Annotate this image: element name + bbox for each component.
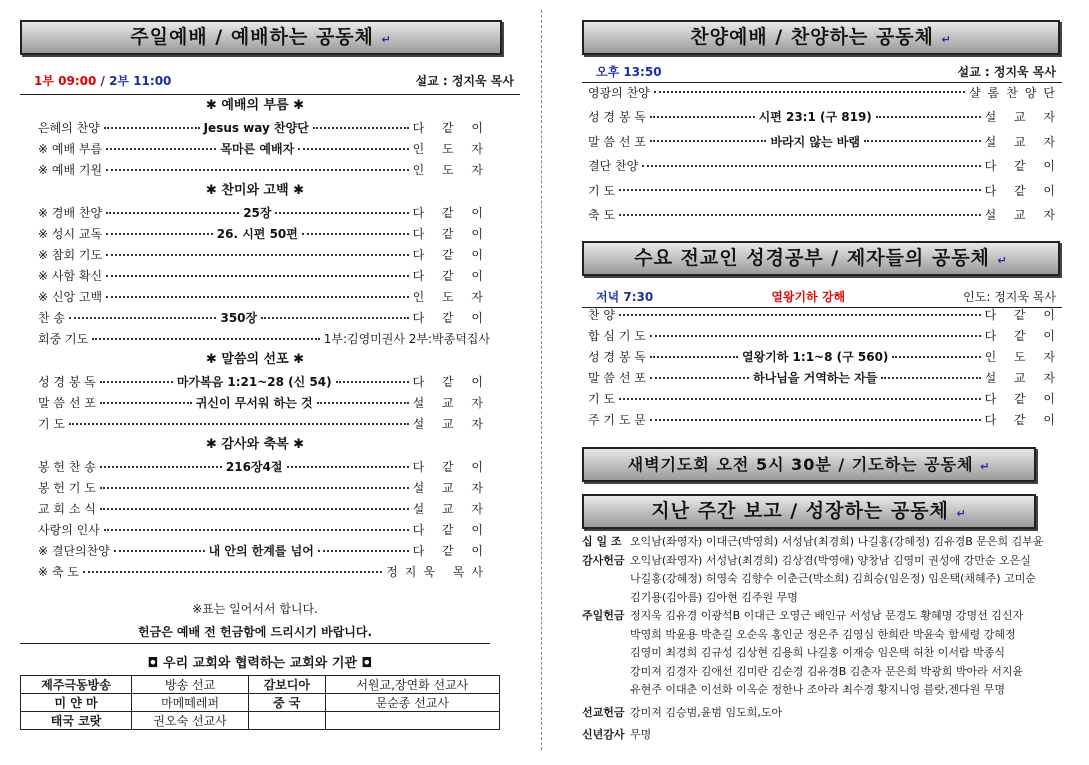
- service-item-label: 찬 송: [38, 311, 65, 325]
- leader-dots: [69, 423, 409, 425]
- service-item-row: [20, 202, 490, 223]
- wednesday-study-header: 수요 전교인 성경공부 / 제자들의 공동체 ↵: [582, 241, 1060, 276]
- partners-cell: 마메떼레퍼: [132, 694, 249, 712]
- service-item-leader: 설 교 자: [984, 371, 1062, 385]
- leader-dots: [336, 381, 409, 383]
- service-item-row: [20, 328, 490, 349]
- service-item-row: [20, 540, 490, 561]
- partners-cell: 감보디아: [249, 676, 326, 694]
- leader-dots: [100, 402, 192, 404]
- service-item-row: [20, 138, 490, 159]
- praise-time: 오후 13:50: [596, 65, 662, 79]
- leader-dots: [106, 233, 213, 235]
- service-item-row: [582, 80, 1062, 105]
- service-item-leader: 설 교 자: [412, 481, 490, 495]
- report-row: [582, 589, 1082, 608]
- report-names: 오익남(좌영자) 이대근(박영희) 서성남(최경희) 나길홍(강혜정) 김유경B 문은희 김부윤: [630, 535, 1044, 548]
- service-item-row: [582, 178, 1062, 203]
- service-item-row: [20, 413, 490, 434]
- leader-dots: [619, 314, 981, 316]
- service-item-row: [20, 307, 490, 328]
- service-item-row: [582, 304, 1062, 325]
- service-item-row: [582, 203, 1062, 228]
- partners-cell: 문순종 선교사: [325, 694, 499, 712]
- partners-cell: 미 얀 마: [21, 694, 132, 712]
- service-item-detail: 내 안의 한계를 넘어: [208, 544, 314, 558]
- report-row: [582, 681, 1082, 700]
- service-item-leader: 설 교 자: [412, 502, 490, 516]
- leader-dots: [318, 550, 409, 552]
- service-item-row: [582, 367, 1062, 388]
- leader-dots: [864, 140, 981, 142]
- leader-dots: [261, 317, 408, 319]
- service-item-leader: 다 같 이: [412, 544, 490, 558]
- service-item-detail: 마가복음 1:21~28 (신 54): [176, 375, 332, 389]
- report-names: 무명: [630, 728, 652, 741]
- partners-cell: 태국 코랏: [21, 712, 132, 730]
- leader-dots: [876, 116, 981, 118]
- leader-dots: [650, 140, 767, 142]
- service-item-leader: 다 같 이: [984, 329, 1062, 343]
- service-item-row: [20, 498, 490, 519]
- service-item-leader: 다 같 이: [412, 375, 491, 389]
- leader-dots: [106, 275, 409, 277]
- service-item-label: 봉 헌 찬 송: [38, 460, 96, 474]
- service-item-label: ※ 사함 확신: [38, 269, 103, 283]
- service-item-leader: 설 교 자: [984, 110, 1062, 125]
- service-item-leader: 인 도 자: [412, 290, 490, 304]
- report-category: [582, 681, 630, 700]
- service-item-detail: 26. 시편 50편: [216, 227, 298, 241]
- report-category: 선교헌금: [582, 705, 625, 719]
- leader-dots: [100, 381, 173, 383]
- service-item-row: [582, 409, 1062, 430]
- service-item-leader: 다 같 이: [984, 183, 1062, 198]
- service-item-leader: 다 같 이: [984, 159, 1062, 174]
- report-category: 감사헌금: [582, 553, 625, 567]
- second-service-time: 2부 11:00: [109, 74, 172, 88]
- service-item-label: 합 심 기 도: [588, 329, 646, 343]
- service-item-label: 말 씀 선 포: [38, 396, 96, 410]
- service-item-detail: Jesus way 찬양단: [203, 121, 309, 135]
- service-item-leader: 설 교 자: [412, 396, 490, 410]
- service-item-leader: 다 같 이: [412, 269, 490, 283]
- service-times-row: 1부 09:00 / 2부 11:00 설교 : 정지욱 목사: [34, 74, 514, 88]
- service-item-row: [20, 159, 490, 180]
- service-item-label: 봉 헌 기 도: [38, 481, 96, 495]
- offering-note: 헌금은 예배 전 헌금함에 드리시기 바랍니다.: [20, 623, 490, 644]
- report-names: 정지욱 김유경 이광석B 이대근 오영근 배인규 서성남 문경도 황혜명 강명선 김신자: [630, 609, 1024, 622]
- leader-dots: [106, 169, 409, 171]
- service-item-row: [20, 371, 490, 392]
- report-row: [582, 626, 1082, 645]
- leader-dots: [317, 402, 409, 404]
- service-item-row: [20, 561, 490, 582]
- leader-dots: [114, 550, 205, 552]
- leader-dots: [619, 189, 981, 191]
- leader-dots: [619, 214, 981, 216]
- service-item-detail: 350장: [220, 311, 258, 325]
- partners-cell: 서원교,장연화 선교사: [325, 676, 499, 694]
- service-item-leader: 샬롬찬양단: [969, 85, 1062, 100]
- leader-dots: [106, 212, 239, 214]
- partners-table: [20, 675, 500, 730]
- section-title: ✱ 예배의 부름 ✱: [205, 98, 305, 113]
- service-item-label: ※ 경배 찬양: [38, 206, 103, 220]
- service-item-label: ※ 결단의찬양: [38, 544, 110, 558]
- report-row: [582, 726, 1082, 745]
- report-names: 강미져 김승범,윤범 임도희,도아: [630, 705, 783, 719]
- weekly-report: [582, 533, 1082, 745]
- service-item-row: [20, 286, 490, 307]
- page-divider: [541, 10, 542, 750]
- report-names: 나길홍(강혜정) 허영숙 김향수 이춘근(박소희) 김희승(임은정) 임은택(채혜주) 고미순: [630, 572, 1036, 585]
- service-item-label: ※ 축 도: [38, 565, 79, 579]
- leader-dots: [892, 356, 980, 358]
- report-category: 주일헌금: [582, 609, 625, 622]
- report-row: [582, 644, 1082, 663]
- service-item-label: ※ 예배 부름: [38, 142, 103, 156]
- service-item-detail: 목마른 예배자: [220, 142, 295, 156]
- praise-service-header: 찬양예배 / 찬양하는 공동체 ↵: [582, 20, 1060, 55]
- service-item-row: [582, 388, 1062, 409]
- service-item-label: 축 도: [588, 208, 615, 223]
- leader-dots: [650, 335, 981, 337]
- partners-row: [21, 676, 500, 694]
- service-item-label: 성 경 봉 독: [588, 110, 646, 125]
- report-names: 유현주 이대춘 이선화 이옥순 정한나 조아라 최수경 황지니엉 블랏,젠다원 무명: [630, 683, 1005, 696]
- service-item-label: 회중 기도: [38, 332, 89, 346]
- leader-dots: [69, 317, 216, 319]
- partners-cell: 방송 선교: [132, 676, 249, 694]
- service-item-label: ※ 성시 교독: [38, 227, 103, 241]
- report-names: 김영미 최경희 김규성 김상현 김용희 나길홍 이재승 임은택 허찬 이서람 박종식: [630, 646, 1005, 659]
- service-item-detail: 하나님을 거역하는 자들: [753, 371, 878, 385]
- partners-cell: [325, 712, 499, 730]
- leader-dots: [654, 91, 965, 93]
- service-item-leader: 1부:김영미권사 2부:박종덕집사: [323, 332, 490, 346]
- partners-row: [21, 694, 500, 712]
- report-row: [582, 704, 1082, 723]
- service-item-label: 결단 찬양: [588, 159, 639, 174]
- partners-row: [21, 712, 500, 730]
- service-item-row: [582, 105, 1062, 130]
- service-item-label: 찬 양: [588, 308, 615, 322]
- service-item-row: [20, 265, 490, 286]
- report-names: 박영희 박윤용 박춘길 오순옥 홍인군 정은주 김영심 한희란 박윤숙 함세령 강혜정: [630, 627, 1016, 641]
- service-item-label: 기 도: [38, 417, 65, 431]
- service-item-detail: 바라지 않는 바램: [770, 134, 860, 149]
- service-item-label: 사랑의 인사: [38, 523, 100, 537]
- leader-dots: [106, 296, 409, 298]
- report-category: 십 일 조: [582, 535, 622, 548]
- service-item-leader: 설 교 자: [984, 134, 1063, 149]
- partners-title: ◘ 우리 교회와 협력하는 교회와 기관 ◘: [147, 656, 373, 671]
- leader-dots: [302, 233, 409, 235]
- service-item-label: 말 씀 선 포: [588, 371, 646, 385]
- leader-dots: [100, 508, 409, 510]
- leader-dots: [619, 398, 981, 400]
- service-item-row: [20, 223, 490, 244]
- dawn-prayer-header: 새벽기도회 오전 5시 30분 / 기도하는 공동체 ↵: [582, 447, 1036, 482]
- partners-cell: 중 국: [249, 694, 326, 712]
- service-item-label: 말 씀 선 포: [588, 134, 646, 149]
- report-row: [582, 663, 1082, 682]
- order-of-service: [20, 95, 490, 582]
- service-item-label: 성 경 봉 독: [38, 375, 96, 389]
- leader-dots: [650, 377, 749, 379]
- first-service-time: 1부 09:00: [34, 74, 97, 88]
- wednesday-topic: 열왕기하 강해: [771, 290, 846, 304]
- leader-dots: [104, 127, 200, 129]
- service-item-detail: 216장4절: [225, 460, 283, 474]
- wednesday-order: [582, 304, 1062, 430]
- leader-dots: [881, 377, 980, 379]
- service-item-leader: 다 같 이: [412, 460, 490, 474]
- service-item-leader: 인 도 자: [412, 142, 491, 156]
- report-row: [582, 552, 1082, 571]
- service-item-leader: 다 같 이: [984, 392, 1062, 406]
- sunday-service-header: 주일예배 / 예배하는 공동체 ↵: [20, 20, 502, 55]
- report-row: [582, 607, 1082, 626]
- report-names: 김기용(김아름) 김아현 김주원 무명: [630, 590, 798, 604]
- section-title: ✱ 감사와 축복 ✱: [205, 437, 305, 452]
- service-item-detail: 시편 23:1 (구 819): [758, 110, 872, 125]
- report-category: [582, 570, 630, 589]
- leader-dots: [92, 338, 320, 340]
- leader-dots: [104, 529, 409, 531]
- service-item-leader: 인 도 자: [984, 350, 1063, 364]
- service-item-row: [582, 129, 1062, 154]
- leader-dots: [642, 165, 980, 167]
- service-item-detail: 열왕기하 1:1~8 (구 560): [742, 350, 889, 364]
- leader-dots: [106, 148, 216, 150]
- service-item-leader: 다 같 이: [412, 248, 490, 262]
- service-item-leader: 다 같 이: [984, 413, 1062, 427]
- service-item-leader: 정지욱 목사: [386, 565, 490, 579]
- service-item-leader: 다 같 이: [412, 227, 490, 241]
- leader-dots: [275, 212, 408, 214]
- service-item-leader: 다 같 이: [412, 311, 490, 325]
- leader-dots: [100, 487, 409, 489]
- praise-order: [582, 80, 1062, 227]
- service-item-leader: 다 같 이: [984, 308, 1062, 322]
- service-item-row: [582, 154, 1062, 179]
- partners-cell: 권오숙 선교사: [132, 712, 249, 730]
- report-row: [582, 570, 1082, 589]
- report-names: 오익남(좌영자) 서성남(최경희) 김상겸(박영애) 양창남 김영미 권성애 강만순 오은실: [630, 553, 1031, 567]
- service-item-label: ※ 예배 기원: [38, 163, 103, 177]
- service-item-label: 교 회 소 식: [38, 502, 96, 516]
- leader-dots: [650, 419, 981, 421]
- leader-dots: [650, 116, 755, 118]
- service-item-label: 주 기 도 문: [588, 413, 646, 427]
- leader-dots: [298, 148, 408, 150]
- report-names: 강미져 김경자 김애선 김미란 김순경 김유경B 김춘자 문은희 박광희 박아라 서지윤: [630, 664, 1024, 678]
- service-item-leader: 다 같 이: [412, 206, 491, 220]
- service-item-detail: 25장: [243, 206, 272, 220]
- preacher-label: 설교 : 정지욱 목사: [415, 74, 514, 88]
- report-row: [582, 533, 1082, 552]
- service-item-row: [20, 392, 490, 413]
- service-item-row: [20, 456, 490, 477]
- leader-dots: [106, 254, 409, 256]
- service-item-label: ※ 참회 기도: [38, 248, 103, 262]
- service-item-leader: 인 도 자: [412, 163, 490, 177]
- section-title: ✱ 말씀의 선포 ✱: [205, 352, 305, 367]
- service-item-label: ※ 신앙 고백: [38, 290, 103, 304]
- leader-dots: [287, 466, 409, 468]
- partners-cell: 제주극동방송: [21, 676, 132, 694]
- service-item-detail: 귀신이 무서워 하는 것: [195, 396, 313, 410]
- weekly-report-header: 지난 주간 보고 / 성장하는 공동체 ↵: [582, 494, 1036, 529]
- standing-note: ※표는 일어서서 합니다.: [192, 602, 318, 616]
- section-title: ✱ 찬미와 고백 ✱: [205, 183, 305, 198]
- service-item-leader: 설 교 자: [412, 417, 490, 431]
- leader-dots: [100, 466, 222, 468]
- service-item-row: [20, 477, 490, 498]
- leader-dots: [313, 127, 409, 129]
- service-item-label: 성 경 봉 독: [588, 350, 646, 364]
- service-item-label: 은혜의 찬양: [38, 121, 100, 135]
- service-item-leader: 다 같 이: [412, 523, 490, 537]
- service-item-leader: 다 같 이: [412, 121, 491, 135]
- service-item-row: [20, 117, 490, 138]
- report-category: [582, 626, 630, 645]
- leader-dots: [83, 571, 382, 573]
- service-item-leader: 설 교 자: [984, 208, 1062, 223]
- service-item-label: 영광의 찬양: [588, 85, 650, 100]
- report-category: [582, 589, 630, 608]
- report-category: [582, 644, 630, 663]
- service-item-row: [582, 346, 1062, 367]
- wednesday-leader: 인도: 정지욱 목사: [963, 290, 1056, 304]
- partners-cell: [249, 712, 326, 730]
- leader-dots: [650, 356, 738, 358]
- wednesday-time: 저녁 7:30: [596, 290, 654, 304]
- service-item-row: [582, 325, 1062, 346]
- service-item-row: [20, 244, 490, 265]
- praise-preacher: 설교 : 정지욱 목사: [957, 65, 1056, 79]
- service-item-label: 기 도: [588, 392, 615, 406]
- report-category: [582, 663, 630, 682]
- report-category: 신년감사: [582, 728, 625, 741]
- service-item-label: 기 도: [588, 183, 615, 198]
- service-item-row: [20, 519, 490, 540]
